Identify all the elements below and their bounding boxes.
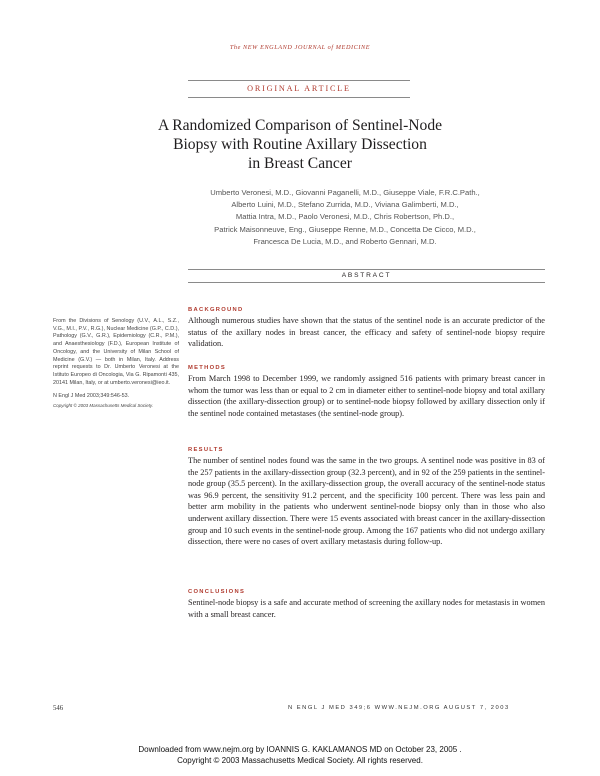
abstract-results-section (188, 446, 545, 548)
title-line: A Randomized Comparison of Sentinel-Node (157, 117, 443, 134)
copyright-line: Copyright © 2003 Massachusetts Medical Society. All rights reserved. (177, 755, 423, 765)
abstract-heading: ABSTRACT (188, 269, 545, 283)
author-line: Patrick Maisonneuve, Eng., Giuseppe Renne, M.D., Concetta De Cicco, M.D., (214, 224, 476, 234)
author-line: Francesca De Lucia, M.D., and Roberto Gennari, M.D. (253, 236, 437, 246)
results-text: The number of sentinel nodes found was the same in the two groups. A sentinel node was positive in 83 of the 257 patients in the axillary-dissection group (32.3 percent), and in 92 of the 259 patients in the sentinel-node group (35.5 percent). In the axillary-dissection group, the overall accuracy of the sentinel-node status was 96.9 percent, the sensitivity 91.2 percent, and the specificity 100 percent. There was less pain and better arm mobility in the patients who underwent sentinel-node biopsy only than in those who also underwent axillary dissection. There were 15 events associated with breast cancer in the axillary-dissection group and 10 such events in the sentinel-node group. Among the 167 patients who did not undergo axillary dissection, there were no cases of overt axillary metastasis during follow-up. (188, 456, 545, 547)
section-heading-conclusions: CONCLUSIONS (188, 589, 246, 595)
citation-text: N Engl J Med 2003;349:546-53. (53, 393, 130, 400)
author-line: Umberto Veronesi, M.D., Giovanni Paganelli, M.D., Giuseppe Viale, F.R.C.Path., (210, 188, 480, 197)
article-type-label: ORIGINAL ARTICLE (188, 80, 410, 98)
article-title (120, 116, 480, 173)
title-line: in Breast Cancer (248, 155, 352, 172)
author-line: Alberto Luini, M.D., Stefano Zurrida, M.D., Viviana Galimberti, M.D., (231, 200, 459, 210)
section-heading-background: BACKGROUND (188, 307, 244, 313)
author-affiliations-sidebar (53, 318, 179, 410)
journal-header: The NEW ENGLAND JOURNAL of MEDICINE (229, 44, 371, 51)
affiliation-text: From the Divisions of Senology (U.V., A.L., S.Z., V.G., M.I., P.V., R.G.), Nuclear Medicine (G.P., C.D.), Pathology (G.V., G.R.), Epidemiology (C.R., P.M.), and Anaesthesiology (F.D.), European Institute of Oncology, and the University of Milan School of Medicine (G.V.) — both in Milan, Italy. Address reprint requests to Dr. Umberto Veronesi at the Istituto Europeo di Oncologia, Via G. Ripamonti 435, 20141 Milan, Italy, or at umberto.veronesi@ieo.it. (53, 318, 179, 386)
section-heading-results: RESULTS (188, 447, 224, 453)
title-line: Biopsy with Routine Axillary Dissection (173, 136, 427, 153)
abstract-background-section (188, 306, 545, 350)
methods-text: From March 1998 to December 1999, we randomly assigned 516 patients with primary breast cancer in whom the tumor was less than or equal to 2 cm in diameter either to sentinel-node biopsy and total axillary dissection (the axillary-dissection group) or to sentinel-node biopsy followed by axillary dissection only if the sentinel node contained metastases (the sentinel-node group). (188, 374, 545, 418)
page-number: 546 (53, 705, 64, 712)
footer-journal-info: N ENGL J MED 349;6 WWW.NEJM.ORG AUGUST 7, 2003 (288, 705, 510, 711)
author-list (170, 187, 520, 248)
conclusions-text: Sentinel-node biopsy is a safe and accurate method of screening the axillary nodes for metastasis in women with a small breast cancer. (188, 598, 545, 619)
author-line: Mattia Intra, M.D., Paolo Veronesi, M.D., Chris Robertson, Ph.D., (235, 212, 455, 222)
abstract-methods-section (188, 364, 545, 419)
section-heading-methods: METHODS (188, 365, 227, 371)
abstract-conclusions-section (188, 588, 545, 620)
background-text: Although numerous studies have shown that the status of the sentinel node is an accurate predictor of the status of the axillary nodes in breast cancer, the efficacy and safety of sentinel-node biopsy require validation. (188, 316, 545, 349)
copyright-text: Copyright © 2003 Massachusetts Medical Society. (53, 403, 154, 409)
download-notice (0, 745, 600, 766)
download-line: Downloaded from www.nejm.org by IOANNIS G. KAKLAMANOS MD on October 23, 2005 . (138, 745, 462, 754)
